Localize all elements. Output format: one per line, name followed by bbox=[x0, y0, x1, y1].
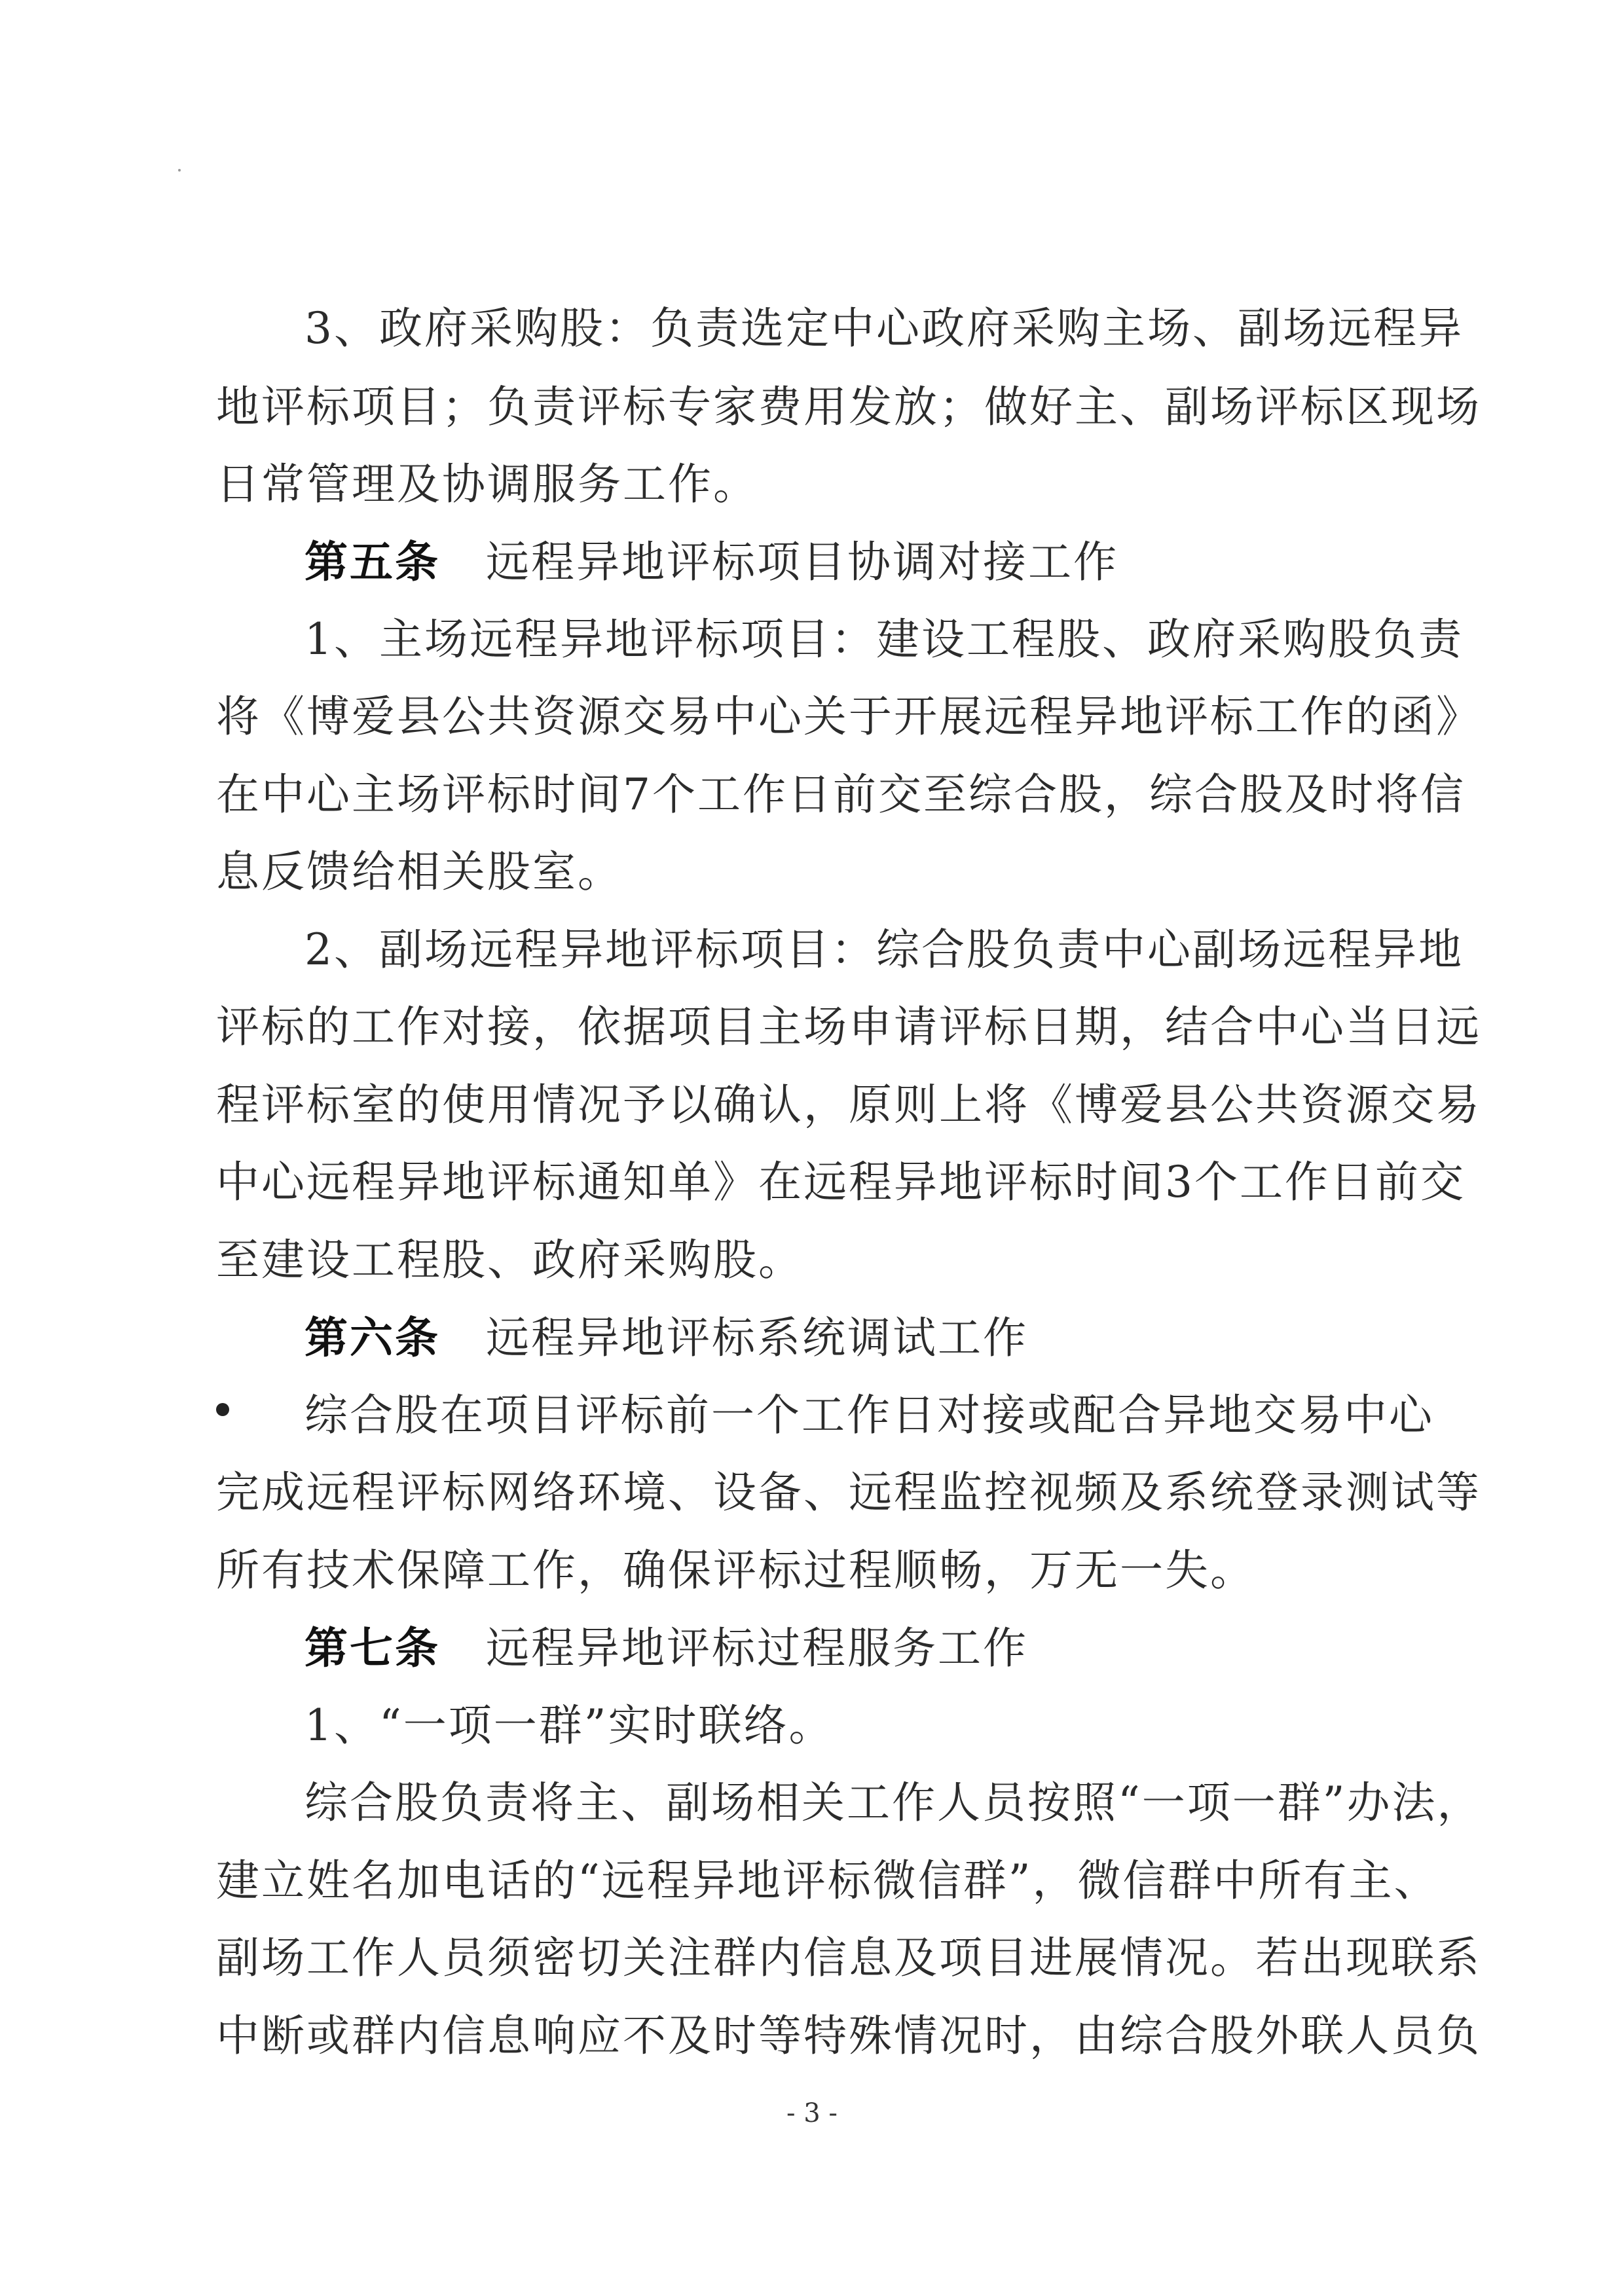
article-7-item-1-title: 1、“一项一群”实时联络。 bbox=[304, 1700, 834, 1751]
article-6-body-line-1: 综合股在项目评标前一个工作日对接或配合异地交易中心 bbox=[304, 1390, 1434, 1440]
article-7-item-1-line-3: 副场工作人员须密切关注群内信息及项目进展情况。若出现联系 bbox=[216, 1933, 1481, 1983]
paragraph-3-line-3: 日常管理及协调服务工作。 bbox=[216, 459, 758, 509]
paragraph-3-line-1: 3、政府采购股：负责选定中心政府采购主场、副场远程异 bbox=[304, 303, 1464, 354]
page-number: - 3 - bbox=[786, 2098, 838, 2128]
article-5-item-2-line-5: 至建设工程股、政府采购股。 bbox=[216, 1235, 803, 1285]
bullet-icon bbox=[216, 1403, 229, 1416]
article-5-heading bbox=[304, 523, 1414, 600]
article-7-label: 第七条 bbox=[304, 1622, 440, 1673]
article-6-body-line-3: 所有技术保障工作，确保评标过程顺畅，万无一失。 bbox=[216, 1545, 1255, 1595]
article-7-item-1-line-2: 建立姓名加电话的“远程异地评标微信群”，微信群中所有主、 bbox=[216, 1855, 1439, 1906]
article-5-item-2-line-3: 程评标室的使用情况予以确认，原则上将《博爱县公共资源交易 bbox=[216, 1080, 1481, 1130]
article-6-title: 远程异地评标系统调试工作 bbox=[486, 1313, 1028, 1363]
article-7-title: 远程异地评标过程服务工作 bbox=[486, 1623, 1028, 1673]
article-5-item-1-line-3: 在中心主场评标时间7个工作日前交至综合股，综合股及时将信 bbox=[216, 769, 1466, 820]
article-7-item-1-line-4: 中断或群内信息响应不及时等特殊情况时，由综合股外联人员负 bbox=[216, 2011, 1481, 2061]
article-5-item-2-line-4: 中心远程异地评标通知单》在远程异地评标时间3个工作日前交 bbox=[216, 1157, 1466, 1207]
paragraph-3-line-2: 地评标项目；负责评标专家费用发放；做好主、副场评标区现场 bbox=[216, 382, 1481, 432]
article-6-label: 第六条 bbox=[304, 1312, 440, 1363]
scan-speck bbox=[178, 169, 181, 172]
article-5-item-1-line-2: 将《博爱县公共资源交易中心关于开展远程异地评标工作的函》 bbox=[216, 691, 1481, 742]
article-7-heading bbox=[304, 1609, 1414, 1686]
article-5-item-1-line-4: 息反馈给相关股室。 bbox=[216, 847, 623, 897]
article-6-body-line-2: 完成远程评标网络环境、设备、远程监控视频及系统登录测试等 bbox=[216, 1467, 1481, 1518]
article-6-heading bbox=[304, 1299, 1414, 1376]
article-7-item-1-line-1: 综合股负责将主、副场相关工作人员按照“一项一群”办法， bbox=[304, 1777, 1483, 1828]
article-5-item-2-line-2: 评标的工作对接，依据项目主场申请评标日期，结合中心当日远 bbox=[216, 1002, 1481, 1052]
article-5-item-1-line-1: 1、主场远程异地评标项目：建设工程股、政府采购股负责 bbox=[304, 614, 1464, 665]
article-5-title: 远程异地评标项目协调对接工作 bbox=[486, 537, 1118, 587]
article-5-label: 第五条 bbox=[304, 536, 440, 587]
article-5-item-2-line-1: 2、副场远程异地评标项目：综合股负责中心副场远程异地 bbox=[304, 924, 1464, 975]
